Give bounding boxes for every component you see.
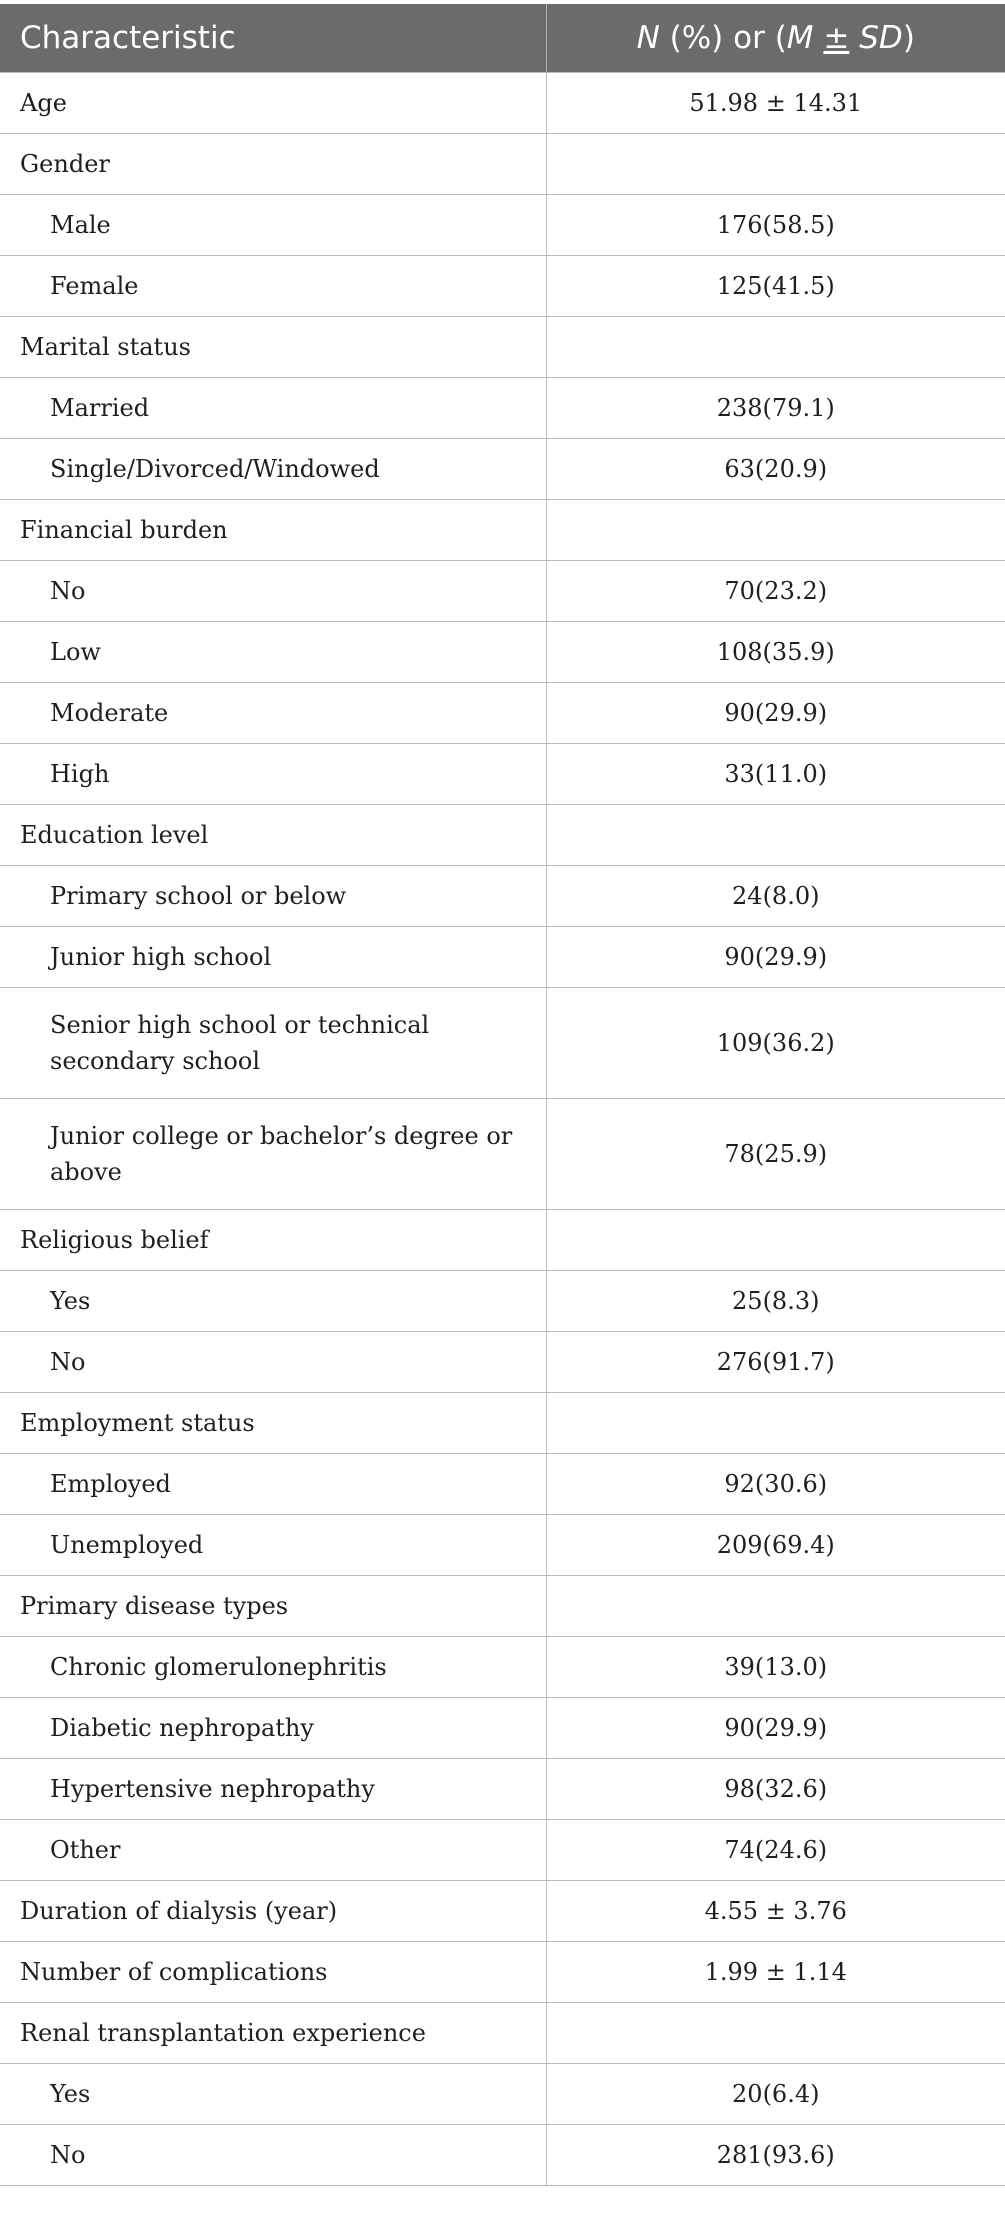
row-label: No [0,1332,546,1393]
table-row [0,1099,1005,1210]
row-label: Junior college or bachelor’s degree or above [0,1099,546,1210]
row-label: Unemployed [0,1515,546,1576]
row-value: 74(24.6) [546,1820,1005,1881]
table-row [0,256,1005,317]
row-label: Education level [0,805,546,866]
table-row [0,317,1005,378]
row-label: Moderate [0,683,546,744]
table-row [0,1515,1005,1576]
header-pm: ± [823,20,850,56]
row-value: 98(32.6) [546,1759,1005,1820]
table-row [0,744,1005,805]
row-label: Primary school or below [0,866,546,927]
row-label: High [0,744,546,805]
row-label: Female [0,256,546,317]
row-label: Marital status [0,317,546,378]
row-value [546,1576,1005,1637]
table-row [0,134,1005,195]
characteristics-table [0,4,1005,2186]
row-value: 1.99 ± 1.14 [546,1942,1005,2003]
row-label: Single/Divorced/Windowed [0,439,546,500]
row-value [546,134,1005,195]
header-sd: SD [859,20,903,56]
row-label: Number of complications [0,1942,546,2003]
table-row [0,1576,1005,1637]
row-value: 20(6.4) [546,2064,1005,2125]
table-row [0,500,1005,561]
table-row [0,2125,1005,2186]
table-row [0,1637,1005,1698]
row-label: Senior high school or technical secondary school [0,988,546,1099]
row-value: 238(79.1) [546,378,1005,439]
row-label: No [0,561,546,622]
row-label: Renal transplantation experience [0,2003,546,2064]
row-value: 108(35.9) [546,622,1005,683]
table-row [0,1759,1005,1820]
row-value: 125(41.5) [546,256,1005,317]
table-row [0,805,1005,866]
row-label: Male [0,195,546,256]
row-value: 281(93.6) [546,2125,1005,2186]
header-pct: (%) or ( [659,20,787,56]
row-label: Employed [0,1454,546,1515]
row-value [546,1210,1005,1271]
row-value: 209(69.4) [546,1515,1005,1576]
row-value: 90(29.9) [546,683,1005,744]
row-value: 51.98 ± 14.31 [546,73,1005,134]
row-label: Employment status [0,1393,546,1454]
row-value: 70(23.2) [546,561,1005,622]
row-label: Primary disease types [0,1576,546,1637]
table-row [0,866,1005,927]
header-value [546,4,1005,73]
row-label: Financial burden [0,500,546,561]
table-row [0,195,1005,256]
row-label: No [0,2125,546,2186]
table-row [0,2064,1005,2125]
header-close: ) [902,20,915,56]
table-row [0,439,1005,500]
row-value: 176(58.5) [546,195,1005,256]
table-header-row [0,4,1005,73]
row-value: 39(13.0) [546,1637,1005,1698]
table-row [0,561,1005,622]
row-label: Gender [0,134,546,195]
row-label: Married [0,378,546,439]
table-row [0,1698,1005,1759]
row-value: 90(29.9) [546,1698,1005,1759]
row-label: Religious belief [0,1210,546,1271]
table-row [0,1454,1005,1515]
row-value: 92(30.6) [546,1454,1005,1515]
table-row [0,73,1005,134]
table-row [0,1820,1005,1881]
table-row [0,1881,1005,1942]
row-label: Age [0,73,546,134]
table-row [0,1271,1005,1332]
row-value [546,1393,1005,1454]
row-label: Hypertensive nephropathy [0,1759,546,1820]
row-value: 63(20.9) [546,439,1005,500]
row-value: 33(11.0) [546,744,1005,805]
table-row [0,622,1005,683]
row-label: Yes [0,2064,546,2125]
row-label: Low [0,622,546,683]
table-row [0,683,1005,744]
row-label: Chronic glomerulonephritis [0,1637,546,1698]
table-row [0,1942,1005,2003]
row-value [546,317,1005,378]
header-characteristic: Characteristic [0,4,546,73]
row-value: 4.55 ± 3.76 [546,1881,1005,1942]
table-row [0,1210,1005,1271]
table-row [0,927,1005,988]
row-label: Yes [0,1271,546,1332]
table-row [0,2003,1005,2064]
table-row [0,1332,1005,1393]
row-value: 24(8.0) [546,866,1005,927]
row-value [546,2003,1005,2064]
table-row [0,378,1005,439]
row-value: 276(91.7) [546,1332,1005,1393]
row-value [546,500,1005,561]
row-label: Other [0,1820,546,1881]
table-row [0,1393,1005,1454]
table-row [0,988,1005,1099]
row-value [546,805,1005,866]
row-value: 78(25.9) [546,1099,1005,1210]
row-value: 109(36.2) [546,988,1005,1099]
row-label: Duration of dialysis (year) [0,1881,546,1942]
row-value: 25(8.3) [546,1271,1005,1332]
row-label: Diabetic nephropathy [0,1698,546,1759]
header-m: M [786,20,814,56]
row-value: 90(29.9) [546,927,1005,988]
row-label: Junior high school [0,927,546,988]
header-n: N [636,20,660,56]
